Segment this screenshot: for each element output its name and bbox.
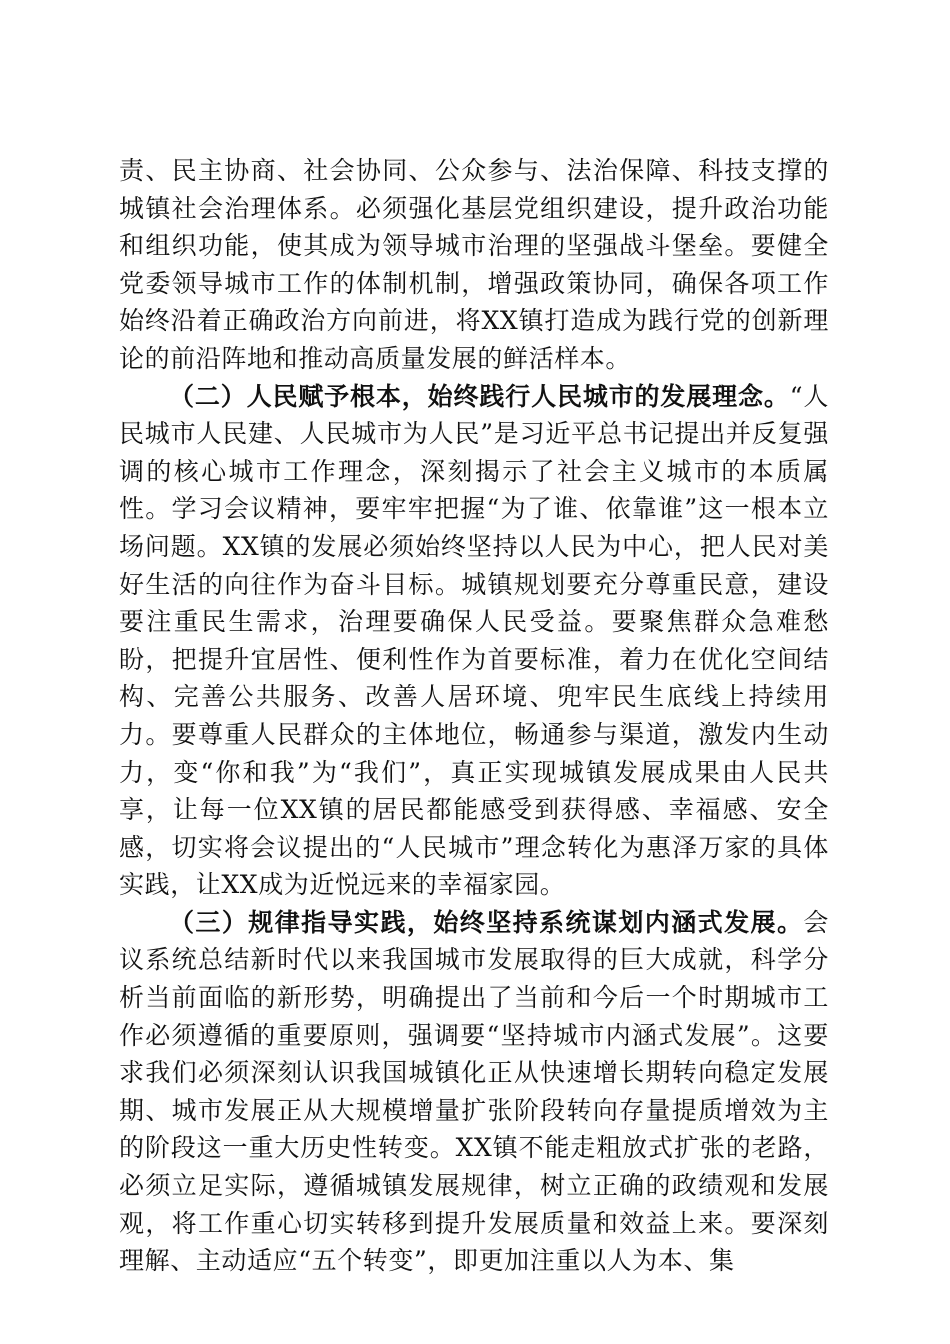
paragraph-continuation [119,152,829,378]
section-heading-2: （二）人民赋予根本，始终践行人民城市的发展理念。 [169,381,790,411]
paragraph-text: “人民城市人民建、人民城市为人民”是习近平总书记提出并反复强调的核心城市工作理念，深刻揭示了社会主义城市的本质属性。学习会议精神，要牢牢把握“为了谁、依靠谁”这一根本立场问题。XX镇的发展必须始终坚持以人民为中心，把人民对美好生活的向往作为奋斗目标。城镇规划要充分尊重民意，建设要注重民生需求，治理要确保人民受益。要聚焦群众急难愁盼，把提升宜居性、便利性作为首要标准，着力在优化空间结构、完善公共服务、改善人居环境、兜牢民生底线上持续用力。要尊重人民群众的主体地位，畅通参与渠道，激发内生动力，变“你和我”为“我们”，真正实现城镇发展成果由人民共享，让每一位XX镇的居民都能感受到获得感、幸福感、安全感，切实将会议提出的“人民城市”理念转化为惠泽万家的具体实践，让XX成为近悦远来的幸福家园。 [119,381,829,900]
paragraph-text: 责、民主协商、社会协同、公众参与、法治保障、科技支撑的城镇社会治理体系。必须强化基层党组织建设，提升政治功能和组织功能，使其成为领导城市治理的坚强战斗堡垒。要健全党委领导城市工作的体制机制，增强政策协同，确保各项工作始终沿着正确政治方向前进，将XX镇打造成为践行党的创新理论的前沿阵地和推动高质量发展的鲜活样本。 [119,156,829,373]
section-heading-3: （三）规律指导实践，始终坚持系统谋划内涵式发展。 [169,907,804,937]
paragraph-people-city [119,378,829,904]
document-body [119,152,829,1280]
paragraph-text: 会议系统总结新时代以来我国城市发展取得的巨大成就，科学分析当前面临的新形势，明确提出了当前和今后一个时期城市工作必须遵循的重要原则，强调要“坚持城市内涵式发展”。这要求我们必须深刻认识我国城镇化正从快速增长期转向稳定发展期、城市发展正从大规模增量扩张阶段转向存量提质增效为主的阶段这一重大历史性转变。XX镇不能走粗放式扩张的老路，必须立足实际，遵循城镇发展规律，树立正确的政绩观和发展观，将工作重心切实转移到提升发展质量和效益上来。要深刻理解、主动适应“五个转变”，即更加注重以人为本、集 [119,907,829,1276]
paragraph-development-law [119,904,829,1280]
